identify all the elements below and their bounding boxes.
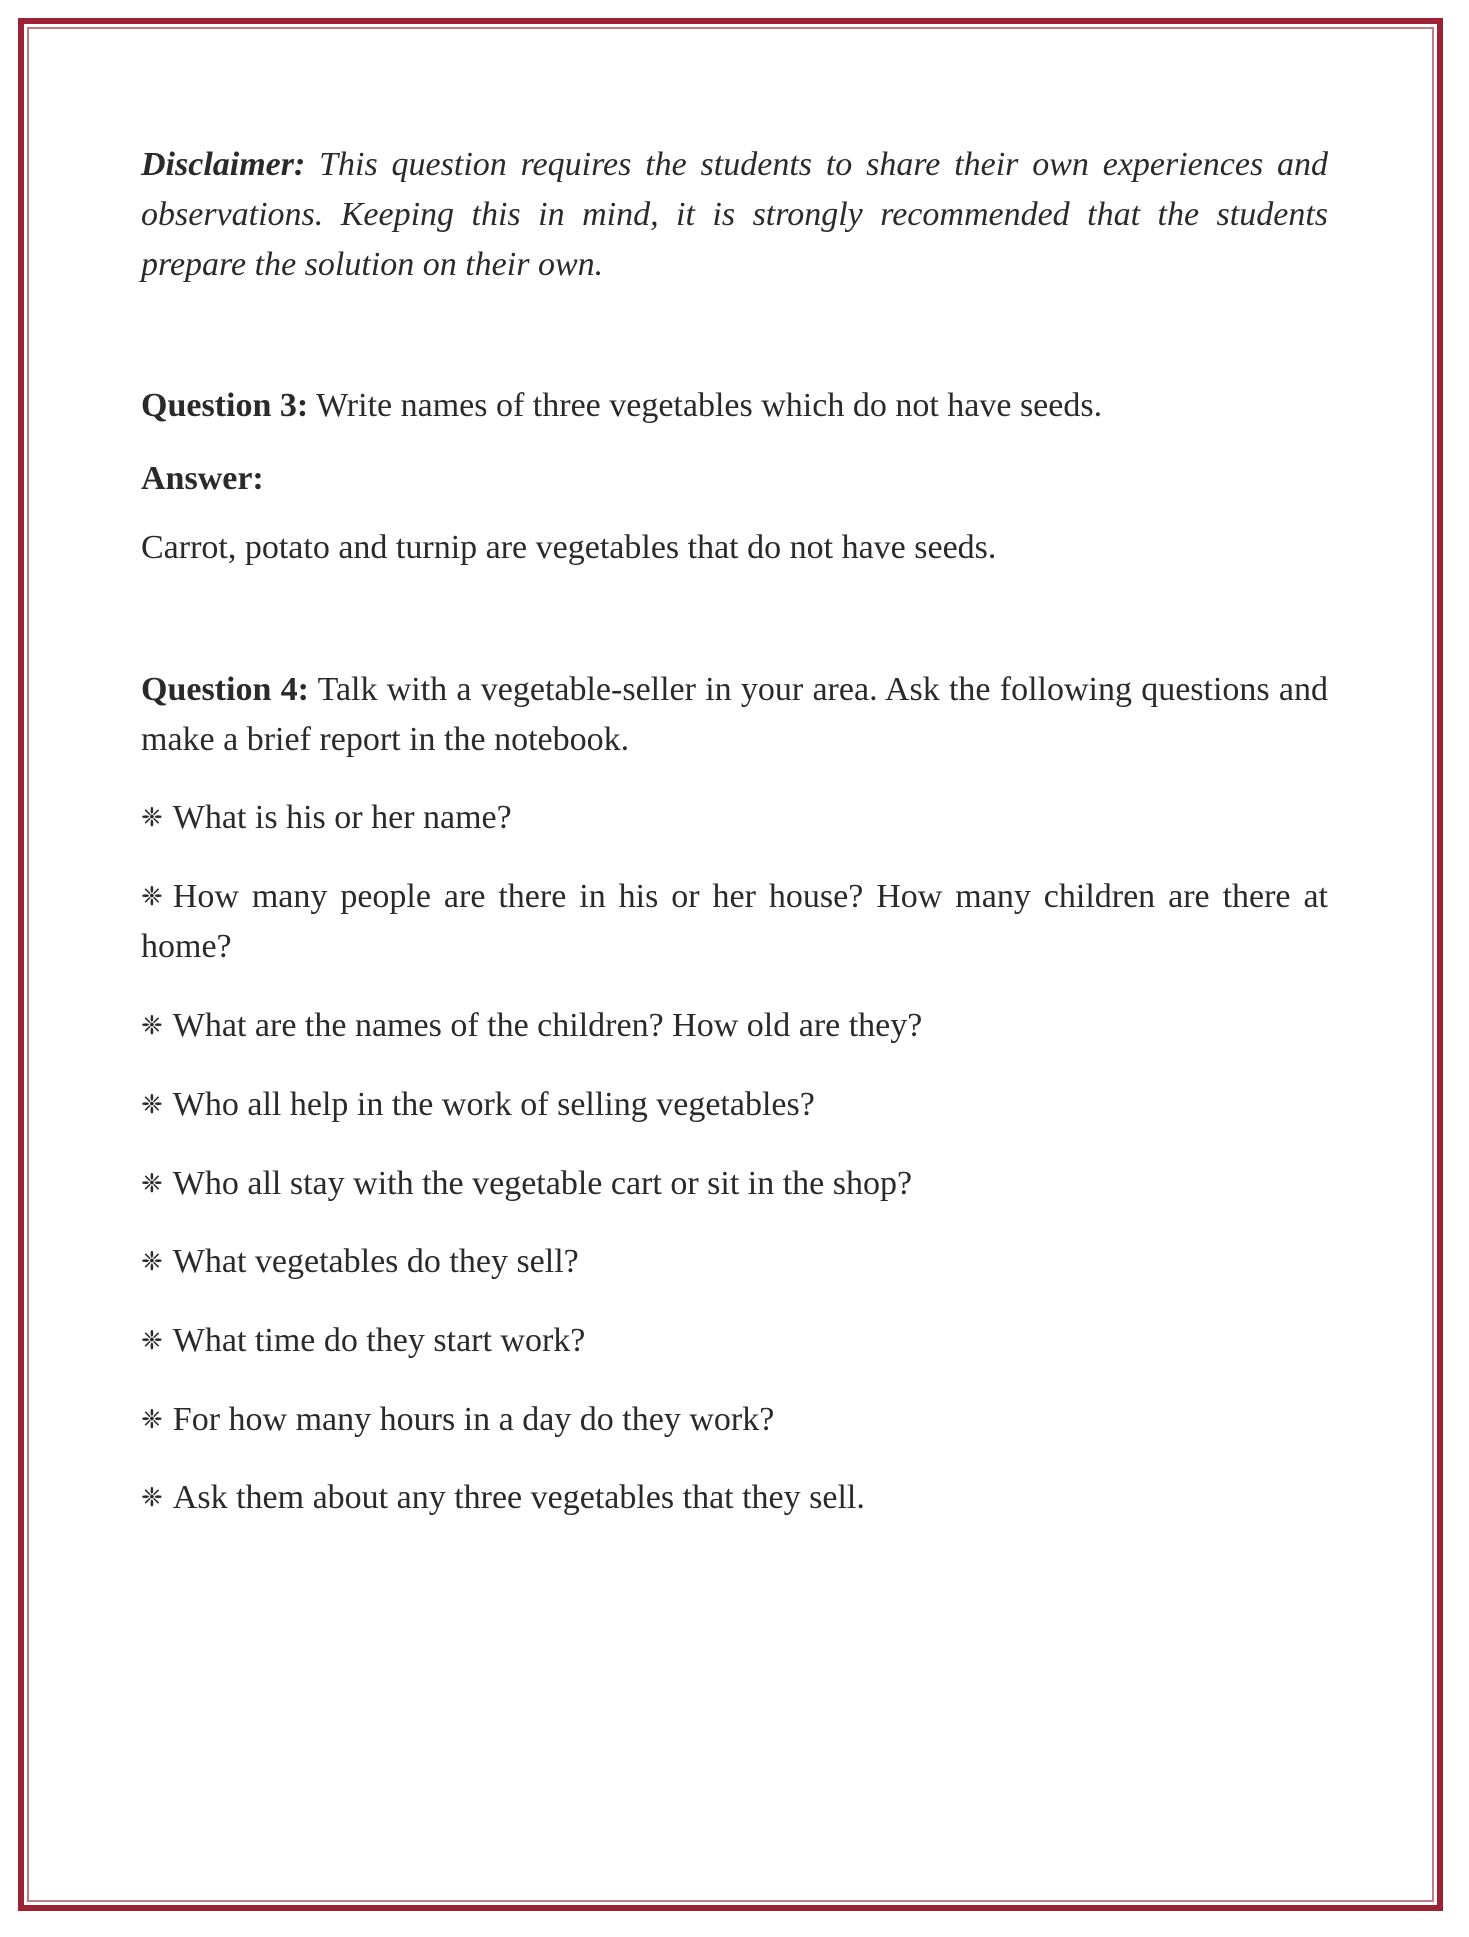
list-item: [141, 1001, 1328, 1051]
snowflake-bullet-icon: ❈: [141, 1090, 163, 1119]
list-item: [141, 1473, 1328, 1523]
snowflake-bullet-icon: ❈: [141, 803, 163, 832]
question-4: [141, 665, 1328, 765]
list-item: [141, 1080, 1328, 1130]
list-item: [141, 1316, 1328, 1366]
list-item-text: Who all stay with the vegetable cart or sit in the shop?: [172, 1165, 913, 1202]
list-item: [141, 872, 1328, 972]
disclaimer: [141, 140, 1328, 290]
question-4-text: Talk with a vegetable-seller in your area. Ask the following questions and make a brief report in the notebook.: [141, 671, 1328, 758]
snowflake-bullet-icon: ❈: [141, 1011, 163, 1040]
snowflake-bullet-icon: ❈: [141, 1483, 163, 1512]
answer-label-text: Answer:: [141, 460, 264, 497]
question-4-label: Question 4:: [141, 671, 309, 708]
snowflake-bullet-icon: ❈: [141, 1169, 163, 1198]
list-item-text: Ask them about any three vegetables that they sell.: [172, 1479, 865, 1516]
list-item-text: How many people are there in his or her house? How many children are there at home?: [141, 878, 1328, 965]
snowflake-bullet-icon: ❈: [141, 1247, 163, 1276]
question-3-text: Write names of three vegetables which do not have seeds.: [316, 387, 1103, 424]
question-3: [141, 381, 1328, 431]
list-item-text: What time do they start work?: [172, 1322, 586, 1359]
answer-label: [141, 454, 1328, 504]
snowflake-bullet-icon: ❈: [141, 1326, 163, 1355]
list-item: [141, 1395, 1328, 1445]
list-item-text: Who all help in the work of selling vegetables?: [172, 1086, 815, 1123]
question-3-label: Question 3:: [141, 387, 309, 424]
list-item-text: What are the names of the children? How old are they?: [172, 1007, 923, 1044]
disclaimer-text: This question requires the students to share their own experiences and observations. Keeping this in mind, it is strongly recommended that the students prepare the solution on their own.: [141, 146, 1329, 283]
list-item-text: For how many hours in a day do they work?: [172, 1401, 775, 1438]
answer-text: Carrot, potato and turnip are vegetables that do not have seeds.: [141, 529, 997, 566]
list-item: [141, 1237, 1328, 1287]
disclaimer-label: Disclaimer:: [141, 146, 306, 183]
list-item-text: What vegetables do they sell?: [172, 1243, 579, 1280]
snowflake-bullet-icon: ❈: [141, 1405, 163, 1434]
snowflake-bullet-icon: ❈: [141, 882, 163, 911]
list-item: [141, 1159, 1328, 1209]
list-item-text: What is his or her name?: [172, 799, 512, 836]
list-item: [141, 793, 1328, 843]
